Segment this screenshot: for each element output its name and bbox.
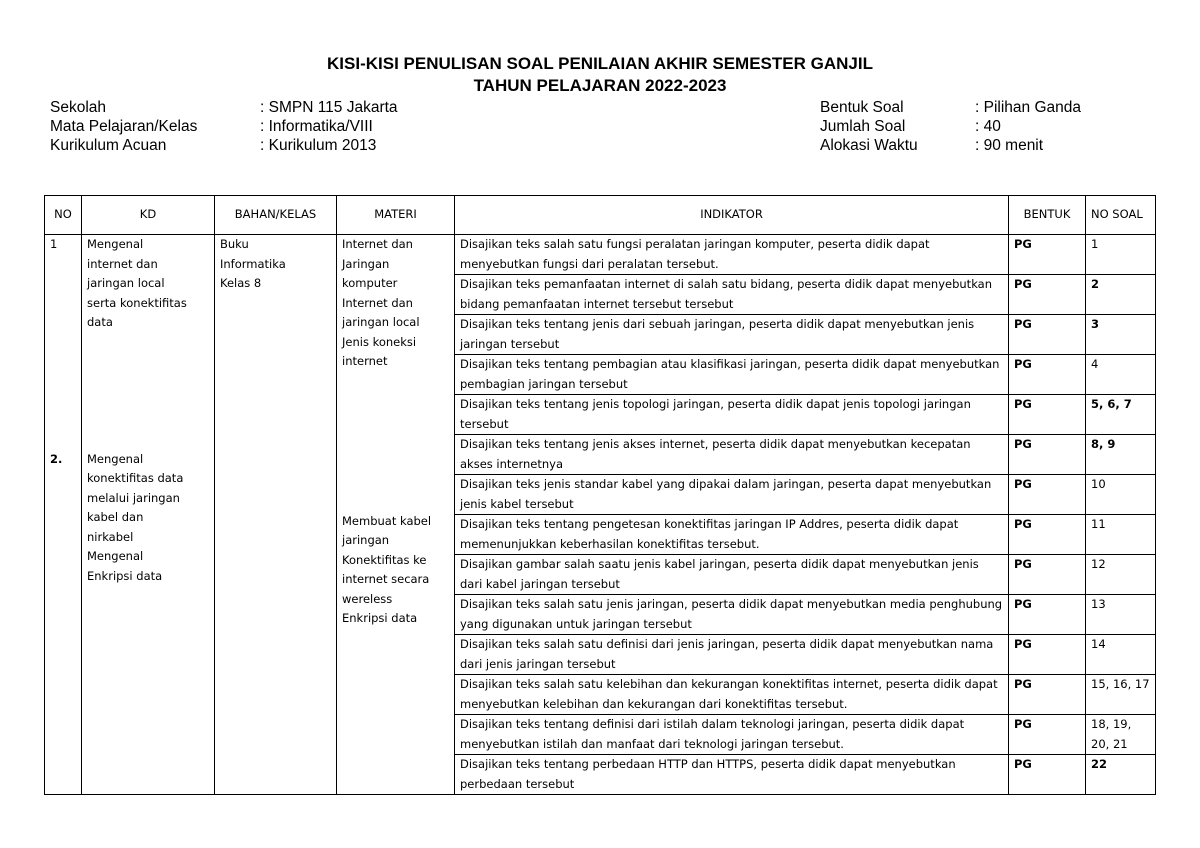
no-soal-cell: 1 (1086, 235, 1156, 275)
table-header-row (45, 196, 1156, 235)
table-row (45, 235, 1156, 275)
bentuk-cell: PG (1009, 435, 1086, 475)
no-1: 1 (50, 237, 58, 251)
header-materi: MATERI (337, 196, 455, 235)
kd2-line: kabel dan (87, 510, 144, 524)
materi1-line: internet (342, 354, 388, 368)
indikator-cell: Disajikan teks salah satu definisi dari jenis jaringan, peserta didik dapat menyebutkan nama dari jenis jaringan tersebut (455, 635, 1009, 675)
no-cell (45, 235, 82, 795)
bentuk-cell: PG (1009, 755, 1086, 795)
materi1-line: komputer (342, 276, 398, 290)
indikator-cell: Disajikan teks tentang pembagian atau klasifikasi jaringan, peserta didik dapat menyebutkan pembagian jaringan tersebut (455, 355, 1009, 395)
materi1-line: jaringan local (342, 315, 420, 329)
no-soal-cell: 13 (1086, 595, 1156, 635)
document-title: KISI-KISI PENULISAN SOAL PENILAIAN AKHIR SEMESTER GANJIL (327, 54, 873, 73)
indikator-cell: Disajikan gambar salah saatu jenis kabel jaringan, peserta didik dapat menyebutkan jenis dari kabel jaringan tersebut (455, 555, 1009, 595)
bentuk-cell: PG (1009, 315, 1086, 355)
bentuk-cell: PG (1009, 675, 1086, 715)
bentuk-cell: PG (1009, 275, 1086, 315)
meta-label-jumlah-soal: Jumlah Soal (820, 118, 906, 135)
no-soal-cell: 4 (1086, 355, 1156, 395)
no-soal-cell: 5, 6, 7 (1086, 395, 1156, 435)
meta-label-bentuk-soal: Bentuk Soal (820, 99, 904, 116)
bahan-cell (215, 235, 337, 795)
indikator-cell: Disajikan teks tentang definisi dari istilah dalam teknologi jaringan, peserta didik dapat menyebutkan istilah dan manfaat dari teknologi jaringan tersebut. (455, 715, 1009, 755)
header-kd: KD (82, 196, 215, 235)
bentuk-cell: PG (1009, 515, 1086, 555)
no-soal-cell: 15, 16, 17 (1086, 675, 1156, 715)
no-soal-cell: 12 (1086, 555, 1156, 595)
materi-cell (337, 235, 455, 795)
materi2-line: Enkripsi data (342, 611, 418, 625)
meta-label-alokasi: Alokasi Waktu (820, 137, 918, 154)
indikator-cell: Disajikan teks salah satu jenis jaringan, peserta didik dapat menyebutkan media penghubung yang digunakan untuk jaringan tersebut (455, 595, 1009, 635)
header-bahan: BAHAN/KELAS (215, 196, 337, 235)
meta-value-jumlah-soal: : 40 (975, 118, 1001, 135)
bahan-line: Buku (220, 237, 249, 251)
kd2-line: Mengenal (87, 549, 144, 563)
materi1-line: Jenis koneksi (342, 334, 417, 349)
header-bentuk: BENTUK (1009, 196, 1086, 235)
kd2-line: Enkripsi data (87, 568, 163, 583)
meta-value-kurikulum: : Kurikulum 2013 (260, 137, 377, 154)
no-soal-cell: 10 (1086, 475, 1156, 515)
bentuk-cell: PG (1009, 555, 1086, 595)
indikator-cell: Disajikan teks pemanfaatan internet di salah satu bidang, peserta didik dapat menyebutkan bidang pemanfaatan internet tersebut tersebut (455, 275, 1009, 315)
indikator-cell: Disajikan teks tentang pengetesan konektifitas jaringan IP Addres, peserta didik dapat memenunjukkan keberhasilan konektifitas tersebut. (455, 515, 1009, 555)
no-2: 2. (50, 451, 63, 466)
kd1-line: Mengenal (87, 237, 144, 251)
bentuk-cell: PG (1009, 635, 1086, 675)
kd2-line: nirkabel (87, 529, 134, 544)
materi2-line: jaringan (342, 533, 390, 547)
no-soal-cell: 11 (1086, 515, 1156, 555)
bahan-line: Informatika (220, 256, 286, 271)
indikator-cell: Disajikan teks jenis standar kabel yang dipakai dalam jaringan, peserta dapat menyebutkan jenis kabel tersebut (455, 475, 1009, 515)
kd1-line: internet dan (87, 256, 158, 271)
kd2-line: melalui jaringan (87, 490, 180, 505)
header-no: NO (45, 196, 82, 235)
no-soal-cell: 14 (1086, 635, 1156, 675)
no-soal-cell: 3 (1086, 315, 1156, 355)
materi1-line: Internet dan (342, 237, 413, 251)
indikator-cell: Disajikan teks tentang jenis topologi jaringan, peserta didik dapat jenis topologi jaringan tersebut (455, 395, 1009, 435)
header-no-soal: NO SOAL (1086, 196, 1156, 235)
kisi-table (44, 195, 1156, 795)
meta-label-sekolah: Sekolah (50, 99, 107, 116)
meta-label-mapel: Mata Pelajaran/Kelas (50, 118, 198, 135)
materi2-line: internet secara (342, 572, 430, 586)
materi1-line: Jaringan (342, 256, 390, 271)
kd-cell (82, 235, 215, 795)
bentuk-cell: PG (1009, 355, 1086, 395)
no-soal-cell: 8, 9 (1086, 435, 1156, 475)
materi2-line: wereless (342, 591, 393, 606)
kd1-line: serta konektifitas (87, 295, 187, 310)
kd2-line: Mengenal (87, 451, 144, 466)
bahan-line: Kelas 8 (220, 276, 262, 290)
kd2-line: konektifitas data (87, 471, 184, 485)
no-soal-cell: 18, 19, 20, 21 (1086, 715, 1156, 755)
indikator-cell: Disajikan teks tentang jenis akses internet, peserta didik dapat menyebutkan kecepatan akses internetnya (455, 435, 1009, 475)
materi1-line: Internet dan (342, 295, 413, 310)
indikator-cell: Disajikan teks tentang jenis dari sebuah jaringan, peserta didik dapat menyebutkan jenis jaringan tersebut (455, 315, 1009, 355)
bentuk-cell: PG (1009, 475, 1086, 515)
document-subtitle: TAHUN PELAJARAN 2022-2023 (473, 76, 727, 95)
no-soal-cell: 2 (1086, 275, 1156, 315)
meta-value-bentuk-soal: : Pilihan Ganda (975, 99, 1081, 116)
indikator-cell: Disajikan teks tentang perbedaan HTTP dan HTTPS, peserta didik dapat menyebutkan perbedaan tersebut (455, 755, 1009, 795)
indikator-cell: Disajikan teks salah satu fungsi peralatan jaringan komputer, peserta didik dapat menyebutkan fungsi dari peralatan tersebut. (455, 235, 1009, 275)
meta-label-kurikulum: Kurikulum Acuan (50, 137, 167, 154)
no-soal-cell: 22 (1086, 755, 1156, 795)
meta-value-mapel: : Informatika/VIII (260, 118, 373, 135)
bentuk-cell: PG (1009, 395, 1086, 435)
bentuk-cell: PG (1009, 715, 1086, 755)
bentuk-cell: PG (1009, 235, 1086, 275)
meta-value-sekolah: : SMPN 115 Jakarta (260, 99, 398, 116)
materi2-line: Membuat kabel (342, 513, 432, 528)
materi2-line: Konektifitas ke (342, 552, 427, 567)
meta-value-alokasi: : 90 menit (975, 137, 1044, 154)
kd1-line: data (87, 315, 113, 329)
header-indikator: INDIKATOR (455, 196, 1009, 235)
kd1-line: jaringan local (87, 276, 165, 290)
bentuk-cell: PG (1009, 595, 1086, 635)
indikator-cell: Disajikan teks salah satu kelebihan dan kekurangan konektifitas internet, peserta didik dapat menyebutkan kelebihan dan kekurangan dari konektifitas tersebut. (455, 675, 1009, 715)
